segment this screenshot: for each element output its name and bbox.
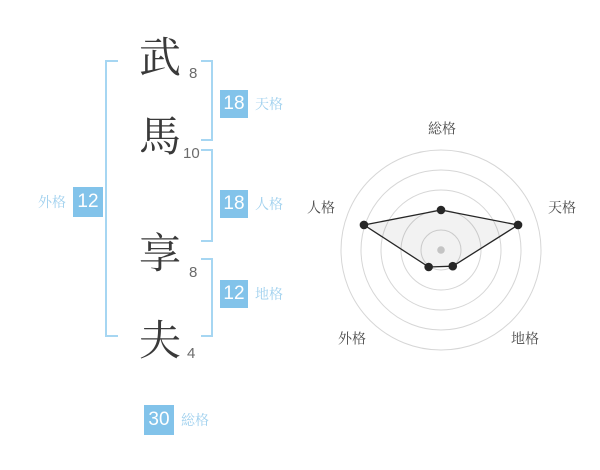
radar-data-point (360, 221, 369, 230)
gaikaku-badge: 12 (73, 187, 103, 217)
tenkaku-badge: 18 (220, 90, 248, 118)
radar-axis-label: 総格 (428, 120, 456, 137)
jinkaku-badge: 18 (220, 190, 248, 218)
gaikaku-label: 外格 (38, 194, 66, 210)
radar-axis-label: 地格 (511, 330, 539, 347)
kanji-char-1: 武 (138, 36, 181, 82)
radar-axis-label: 天格 (548, 199, 576, 216)
stroke-count-2: 10 (183, 145, 200, 162)
stroke-count-1: 8 (189, 65, 198, 82)
soukaku-label: 総格 (181, 412, 209, 428)
chikaku-badge: 12 (220, 280, 248, 308)
stroke-count-4: 4 (187, 345, 196, 362)
radar-data-point (437, 206, 446, 215)
radar-data-polygon (364, 210, 518, 267)
radar-data-point (424, 263, 433, 272)
radar-axis-label: 人格 (307, 199, 335, 216)
kanji-char-2: 馬 (138, 115, 181, 161)
kanji-char-3: 享 (138, 232, 181, 278)
soukaku-badge: 30 (144, 405, 174, 435)
stroke-count-3: 8 (189, 264, 198, 281)
radar-axis-label: 外格 (338, 330, 366, 347)
tenkaku-label: 天格 (255, 96, 283, 112)
jinkaku-label: 人格 (255, 196, 283, 212)
radar-data-point (448, 262, 457, 271)
radar-data-point (514, 221, 523, 230)
kanji-char-4: 夫 (138, 319, 181, 365)
chikaku-label: 地格 (255, 286, 283, 302)
radar-center-dot (437, 246, 445, 254)
